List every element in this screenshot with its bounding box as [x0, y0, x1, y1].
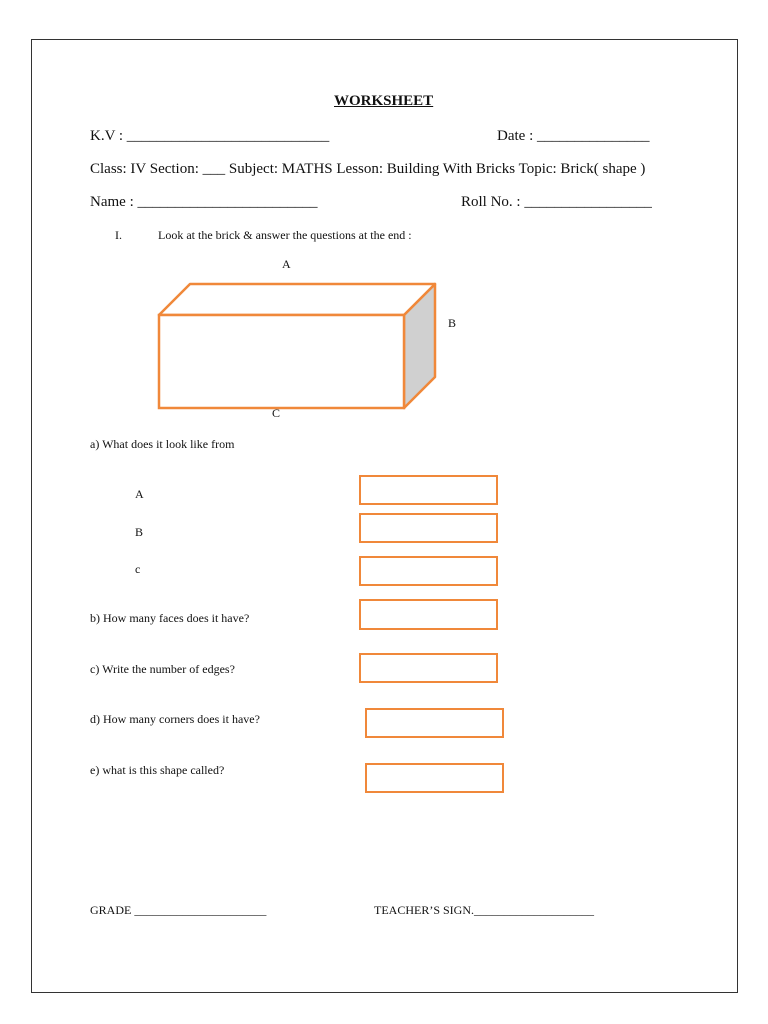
answer-box-edges[interactable]: [359, 653, 498, 683]
answer-box-faces[interactable]: [359, 599, 498, 630]
option-b-label: B: [135, 525, 144, 539]
section-number: I.: [115, 228, 122, 242]
answer-box-shape-name[interactable]: [365, 763, 504, 793]
answer-box-corners[interactable]: [365, 708, 504, 738]
option-c-label: c: [135, 562, 141, 576]
worksheet-title: WORKSHEET: [334, 93, 434, 109]
date-field[interactable]: Date : _______________: [497, 128, 650, 144]
question-b: b) How many faces does it have?: [90, 611, 250, 625]
roll-field[interactable]: Roll No. : _________________: [461, 194, 652, 210]
grade-field[interactable]: GRADE ______________________: [90, 903, 267, 917]
brick-label-c: C: [272, 406, 281, 420]
name-field[interactable]: Name : ________________________: [90, 194, 318, 210]
answer-box-b[interactable]: [359, 513, 498, 543]
question-e: e) what is this shape called?: [90, 763, 225, 777]
section-instruction: Look at the brick & answer the questions at the end :: [158, 228, 412, 242]
question-a: a) What does it look like from: [90, 437, 235, 451]
brick-label-b: B: [448, 316, 457, 330]
answer-box-c[interactable]: [359, 556, 498, 586]
teacher-sign-field[interactable]: TEACHER’S SIGN.____________________: [374, 903, 595, 917]
question-d: d) How many corners does it have?: [90, 712, 260, 726]
brick-label-a: A: [282, 257, 291, 271]
kv-field[interactable]: K.V : ___________________________: [90, 128, 330, 144]
brick-top-face: [159, 284, 435, 315]
answer-box-a[interactable]: [359, 475, 498, 505]
question-c: c) Write the number of edges?: [90, 662, 235, 676]
class-line: Class: IV Section: ___ Subject: MATHS Lesson: Building With Bricks Topic: Brick( shape ): [90, 161, 646, 177]
option-a-label: A: [135, 487, 144, 501]
brick-front-face: [159, 315, 404, 408]
